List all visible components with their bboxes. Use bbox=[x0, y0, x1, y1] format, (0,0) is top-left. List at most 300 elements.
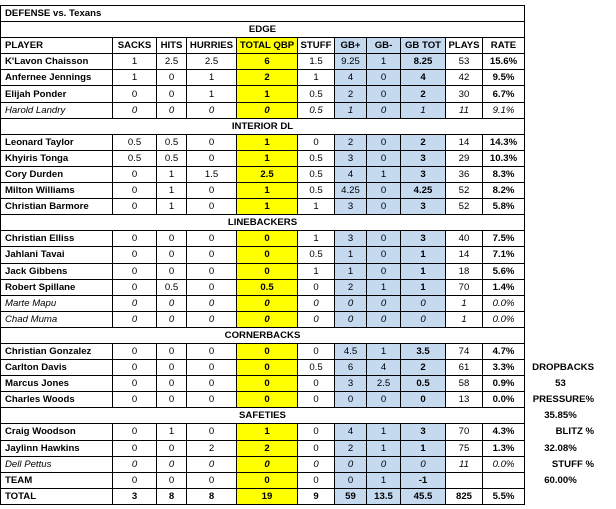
section-header-row bbox=[1, 408, 597, 424]
stat-hurries: 0 bbox=[187, 424, 237, 440]
stat-gb-tot: 3.5 bbox=[401, 343, 446, 359]
side-stat-label: DROPBACKS bbox=[532, 362, 594, 374]
player-name: Christian Barmore bbox=[1, 199, 113, 215]
stat-plays: 70 bbox=[446, 424, 483, 440]
stat-sacks: 0 bbox=[113, 102, 157, 118]
player-row bbox=[1, 166, 597, 182]
stat-stuff: 0.5 bbox=[298, 150, 335, 166]
stat-gb: 0 bbox=[335, 311, 367, 327]
stat-gb-tot: 2 bbox=[401, 360, 446, 376]
stat-plays: 1 bbox=[446, 295, 483, 311]
stat-gb: 1 bbox=[367, 472, 401, 488]
stat-gb-tot: 3 bbox=[401, 424, 446, 440]
player-row bbox=[1, 199, 597, 215]
stat-plays: 52 bbox=[446, 199, 483, 215]
stat-hits: 0 bbox=[157, 456, 187, 472]
stat-hits: 0 bbox=[157, 86, 187, 102]
total-row bbox=[1, 488, 597, 504]
stat-gb: 0 bbox=[367, 263, 401, 279]
stat-gb: 0 bbox=[367, 150, 401, 166]
column-header-rate: RATE bbox=[483, 38, 525, 54]
stat-stuff: 0 bbox=[298, 279, 335, 295]
stat-total-qbp: 1 bbox=[237, 424, 298, 440]
stat-hurries: 2 bbox=[187, 440, 237, 456]
player-name: Marte Mapu bbox=[1, 295, 113, 311]
stat-hits: 1 bbox=[157, 183, 187, 199]
total-sacks: 3 bbox=[113, 488, 157, 504]
stat-gb: 0 bbox=[367, 183, 401, 199]
stat-sacks: 1 bbox=[113, 54, 157, 70]
stat-gb-tot: 3 bbox=[401, 166, 446, 182]
player-name: Christian Gonzalez bbox=[1, 343, 113, 359]
column-header-sacks: SACKS bbox=[113, 38, 157, 54]
stat-hits: 0 bbox=[157, 263, 187, 279]
side-empty bbox=[525, 295, 597, 311]
stat-gb: 1 bbox=[367, 424, 401, 440]
stat-hits: 0 bbox=[157, 440, 187, 456]
stat-gb: 1 bbox=[367, 279, 401, 295]
stat-plays: 1 bbox=[446, 311, 483, 327]
stat-rate: 7.1% bbox=[483, 247, 525, 263]
stat-hits: 0 bbox=[157, 102, 187, 118]
stat-total-qbp: 0.5 bbox=[237, 279, 298, 295]
stat-hurries: 0 bbox=[187, 247, 237, 263]
stat-hurries: 1.5 bbox=[187, 166, 237, 182]
stat-gb-tot: 2 bbox=[401, 134, 446, 150]
total-gb-tot: 45.5 bbox=[401, 488, 446, 504]
total-gb: 59 bbox=[335, 488, 367, 504]
stat-gb-tot: -1 bbox=[401, 472, 446, 488]
player-name: TEAM bbox=[1, 472, 113, 488]
stat-gb-tot: 3 bbox=[401, 150, 446, 166]
stat-rate: 5.8% bbox=[483, 199, 525, 215]
stat-hits: 0.5 bbox=[157, 150, 187, 166]
side-empty bbox=[525, 279, 597, 295]
side-empty bbox=[525, 343, 597, 359]
stat-rate: 10.3% bbox=[483, 150, 525, 166]
side-empty bbox=[525, 263, 597, 279]
stat-rate: 7.5% bbox=[483, 231, 525, 247]
section-title: SAFETIES bbox=[1, 408, 525, 424]
stat-stuff: 0.5 bbox=[298, 360, 335, 376]
stat-hurries: 0 bbox=[187, 311, 237, 327]
stat-gb: 1 bbox=[335, 102, 367, 118]
side-empty bbox=[525, 247, 597, 263]
stat-gb-tot: 0 bbox=[401, 311, 446, 327]
side-empty bbox=[525, 231, 597, 247]
player-row bbox=[1, 424, 597, 440]
stat-gb-tot: 3 bbox=[401, 199, 446, 215]
side-empty bbox=[525, 311, 597, 327]
stat-gb: 6 bbox=[335, 360, 367, 376]
side-empty bbox=[525, 70, 597, 86]
player-name: Harold Landry bbox=[1, 102, 113, 118]
side-stat-value: 60.00% bbox=[544, 474, 577, 486]
stat-gb: 4 bbox=[335, 166, 367, 182]
stat-sacks: 0 bbox=[113, 279, 157, 295]
stat-sacks: 0.5 bbox=[113, 150, 157, 166]
side-empty bbox=[525, 215, 597, 231]
stat-gb-tot: 8.25 bbox=[401, 54, 446, 70]
stat-gb: 0 bbox=[335, 456, 367, 472]
stat-sacks: 1 bbox=[113, 70, 157, 86]
stat-plays bbox=[446, 472, 483, 488]
stat-stuff: 0 bbox=[298, 134, 335, 150]
side-empty bbox=[525, 327, 597, 343]
section-title: CORNERBACKS bbox=[1, 327, 525, 343]
player-name: Charles Woods bbox=[1, 392, 113, 408]
stat-sacks: 0.5 bbox=[113, 134, 157, 150]
stat-plays: 61 bbox=[446, 360, 483, 376]
player-row bbox=[1, 54, 597, 70]
stat-plays: 14 bbox=[446, 134, 483, 150]
total-label: TOTAL bbox=[1, 488, 113, 504]
stat-plays: 70 bbox=[446, 279, 483, 295]
stat-hurries: 0 bbox=[187, 376, 237, 392]
stat-gb: 0 bbox=[367, 311, 401, 327]
stat-hurries: 0 bbox=[187, 183, 237, 199]
stat-gb: 1 bbox=[367, 440, 401, 456]
player-name: Elijah Ponder bbox=[1, 86, 113, 102]
stat-hurries: 1 bbox=[187, 70, 237, 86]
stat-gb-tot: 4 bbox=[401, 70, 446, 86]
stat-rate: 1.3% bbox=[483, 440, 525, 456]
stat-total-qbp: 1 bbox=[237, 199, 298, 215]
stat-sacks: 0 bbox=[113, 343, 157, 359]
stat-gb-tot: 0 bbox=[401, 295, 446, 311]
side-empty bbox=[525, 54, 597, 70]
section-header-row bbox=[1, 118, 597, 134]
stat-plays: 36 bbox=[446, 166, 483, 182]
stat-hurries: 0 bbox=[187, 263, 237, 279]
stat-gb: 0 bbox=[367, 456, 401, 472]
stat-gb: 0 bbox=[367, 231, 401, 247]
stat-hurries: 0 bbox=[187, 456, 237, 472]
stat-gb: 0 bbox=[335, 392, 367, 408]
stat-plays: 52 bbox=[446, 183, 483, 199]
side-empty bbox=[525, 102, 597, 118]
side-empty bbox=[525, 150, 597, 166]
stat-plays: 58 bbox=[446, 376, 483, 392]
stat-gb: 4 bbox=[335, 70, 367, 86]
stat-stuff: 0 bbox=[298, 456, 335, 472]
column-header-plays: PLAYS bbox=[446, 38, 483, 54]
section-header-row bbox=[1, 215, 597, 231]
stat-stuff: 1 bbox=[298, 231, 335, 247]
stat-hits: 2.5 bbox=[157, 54, 187, 70]
side-empty bbox=[525, 199, 597, 215]
stat-plays: 75 bbox=[446, 440, 483, 456]
column-header-gb-tot: GB TOT bbox=[401, 38, 446, 54]
stat-hits: 0 bbox=[157, 360, 187, 376]
stat-total-qbp: 0 bbox=[237, 392, 298, 408]
stat-sacks: 0 bbox=[113, 247, 157, 263]
stat-gb: 3 bbox=[335, 150, 367, 166]
player-name: Chad Muma bbox=[1, 311, 113, 327]
stat-total-qbp: 0 bbox=[237, 376, 298, 392]
player-name: Cory Durden bbox=[1, 166, 113, 182]
stat-hits: 0.5 bbox=[157, 134, 187, 150]
player-name: Khyiris Tonga bbox=[1, 150, 113, 166]
stat-gb: 1 bbox=[367, 343, 401, 359]
stat-rate: 0.0% bbox=[483, 392, 525, 408]
stat-stuff: 0 bbox=[298, 424, 335, 440]
player-name: Jahlani Tavai bbox=[1, 247, 113, 263]
stat-stuff: 1 bbox=[298, 199, 335, 215]
stat-gb: 4 bbox=[367, 360, 401, 376]
total-hurries: 8 bbox=[187, 488, 237, 504]
stat-gb: 1 bbox=[335, 247, 367, 263]
column-header-gb: GB+ bbox=[335, 38, 367, 54]
stat-hurries: 2.5 bbox=[187, 54, 237, 70]
stat-plays: 53 bbox=[446, 54, 483, 70]
stat-rate: 0.0% bbox=[483, 311, 525, 327]
stat-sacks: 0 bbox=[113, 166, 157, 182]
player-name: Jaylinn Hawkins bbox=[1, 440, 113, 456]
stat-sacks: 0 bbox=[113, 424, 157, 440]
side-empty bbox=[525, 86, 597, 102]
stat-hits: 0 bbox=[157, 70, 187, 86]
stat-total-qbp: 0 bbox=[237, 247, 298, 263]
player-name: Robert Spillane bbox=[1, 279, 113, 295]
stat-gb-tot: 1 bbox=[401, 263, 446, 279]
stat-gb: 0 bbox=[367, 70, 401, 86]
stat-stuff: 1.5 bbox=[298, 54, 335, 70]
stat-total-qbp: 6 bbox=[237, 54, 298, 70]
defense-stats-table bbox=[0, 5, 597, 505]
stat-hurries: 0 bbox=[187, 150, 237, 166]
side-empty bbox=[525, 118, 597, 134]
total-total-qbp: 19 bbox=[237, 488, 298, 504]
stat-gb: 2.5 bbox=[367, 376, 401, 392]
stat-hurries: 0 bbox=[187, 102, 237, 118]
stat-total-qbp: 1 bbox=[237, 183, 298, 199]
section-header-row bbox=[1, 327, 597, 343]
stat-sacks: 0 bbox=[113, 311, 157, 327]
stat-gb: 0 bbox=[367, 295, 401, 311]
stat-sacks: 0 bbox=[113, 295, 157, 311]
player-row bbox=[1, 102, 597, 118]
stat-gb: 0 bbox=[367, 392, 401, 408]
stat-hits: 0 bbox=[157, 231, 187, 247]
column-header-total-qbp: TOTAL QBP bbox=[237, 38, 298, 54]
stat-sacks: 0 bbox=[113, 376, 157, 392]
stat-stuff: 0 bbox=[298, 472, 335, 488]
stat-hits: 0 bbox=[157, 472, 187, 488]
stat-stuff: 0 bbox=[298, 311, 335, 327]
stat-hurries: 0 bbox=[187, 295, 237, 311]
stat-hurries: 0 bbox=[187, 472, 237, 488]
stat-stuff: 1 bbox=[298, 70, 335, 86]
stat-gb: 0 bbox=[367, 102, 401, 118]
stat-gb: 4.25 bbox=[335, 183, 367, 199]
stat-gb-tot: 4.25 bbox=[401, 183, 446, 199]
stat-plays: 11 bbox=[446, 102, 483, 118]
stat-rate: 8.2% bbox=[483, 183, 525, 199]
stat-hits: 0.5 bbox=[157, 279, 187, 295]
stat-sacks: 0 bbox=[113, 86, 157, 102]
player-row bbox=[1, 456, 597, 472]
stat-stuff: 0.5 bbox=[298, 247, 335, 263]
stat-stuff: 0.5 bbox=[298, 183, 335, 199]
side-stat-label: PRESSURE% bbox=[532, 394, 594, 406]
stat-rate: 6.7% bbox=[483, 86, 525, 102]
stat-total-qbp: 1 bbox=[237, 134, 298, 150]
stat-rate: 4.3% bbox=[483, 424, 525, 440]
stat-stuff: 0 bbox=[298, 392, 335, 408]
stat-hurries: 0 bbox=[187, 134, 237, 150]
stat-hurries: 0 bbox=[187, 279, 237, 295]
stat-total-qbp: 2 bbox=[237, 440, 298, 456]
stat-hits: 0 bbox=[157, 311, 187, 327]
section-title: LINEBACKERS bbox=[1, 215, 525, 231]
stat-total-qbp: 2 bbox=[237, 70, 298, 86]
stat-gb: 1 bbox=[335, 263, 367, 279]
stat-rate: 14.3% bbox=[483, 134, 525, 150]
stat-gb: 1 bbox=[367, 166, 401, 182]
stat-hits: 0 bbox=[157, 392, 187, 408]
stat-plays: 40 bbox=[446, 231, 483, 247]
stat-total-qbp: 0 bbox=[237, 231, 298, 247]
side-empty bbox=[525, 134, 597, 150]
side-empty bbox=[525, 38, 597, 54]
side-empty bbox=[525, 6, 597, 22]
stat-hurries: 0 bbox=[187, 199, 237, 215]
stat-hits: 1 bbox=[157, 424, 187, 440]
player-row bbox=[1, 343, 597, 359]
stat-rate: 5.6% bbox=[483, 263, 525, 279]
total-rate: 5.5% bbox=[483, 488, 525, 504]
stat-plays: 13 bbox=[446, 392, 483, 408]
stat-total-qbp: 0 bbox=[237, 295, 298, 311]
stat-gb: 0 bbox=[335, 472, 367, 488]
player-row bbox=[1, 392, 597, 408]
stat-sacks: 0 bbox=[113, 472, 157, 488]
stat-gb: 0 bbox=[367, 247, 401, 263]
player-name: Christian Elliss bbox=[1, 231, 113, 247]
stat-rate: 3.3% bbox=[483, 360, 525, 376]
stat-hurries: 0 bbox=[187, 343, 237, 359]
stat-sacks: 0 bbox=[113, 263, 157, 279]
player-row bbox=[1, 311, 597, 327]
stat-gb-tot: 2 bbox=[401, 86, 446, 102]
stat-gb: 3 bbox=[335, 231, 367, 247]
stat-rate: 9.5% bbox=[483, 70, 525, 86]
player-row bbox=[1, 263, 597, 279]
side-stat-value: 35.85% bbox=[544, 410, 577, 422]
stat-sacks: 0 bbox=[113, 360, 157, 376]
stat-stuff: 0 bbox=[298, 376, 335, 392]
stat-gb-tot: 0.5 bbox=[401, 376, 446, 392]
player-row bbox=[1, 183, 597, 199]
stat-rate: 0.9% bbox=[483, 376, 525, 392]
side-empty bbox=[525, 488, 597, 504]
player-row bbox=[1, 134, 597, 150]
stat-hits: 0 bbox=[157, 376, 187, 392]
column-header-gb: GB- bbox=[367, 38, 401, 54]
stat-total-qbp: 0 bbox=[237, 311, 298, 327]
stat-hurries: 0 bbox=[187, 231, 237, 247]
stat-gb: 2 bbox=[335, 134, 367, 150]
column-header-row bbox=[1, 38, 597, 54]
stat-gb: 3 bbox=[335, 199, 367, 215]
player-row bbox=[1, 360, 597, 376]
stat-stuff: 0.5 bbox=[298, 86, 335, 102]
column-header-stuff: STUFF bbox=[298, 38, 335, 54]
stat-stuff: 0.5 bbox=[298, 166, 335, 182]
stat-gb-tot: 3 bbox=[401, 231, 446, 247]
stat-sacks: 0 bbox=[113, 231, 157, 247]
stat-rate: 0.0% bbox=[483, 295, 525, 311]
player-row bbox=[1, 376, 597, 392]
player-name: Anfernee Jennings bbox=[1, 70, 113, 86]
stat-stuff: 0 bbox=[298, 440, 335, 456]
section-title: INTERIOR DL bbox=[1, 118, 525, 134]
player-name: Jack Gibbens bbox=[1, 263, 113, 279]
stat-gb: 2 bbox=[335, 86, 367, 102]
stat-hits: 0 bbox=[157, 295, 187, 311]
total-hits: 8 bbox=[157, 488, 187, 504]
stat-plays: 29 bbox=[446, 150, 483, 166]
stat-sacks: 0 bbox=[113, 199, 157, 215]
stat-total-qbp: 1 bbox=[237, 150, 298, 166]
stat-plays: 11 bbox=[446, 456, 483, 472]
stat-hurries: 0 bbox=[187, 392, 237, 408]
stat-total-qbp: 0 bbox=[237, 263, 298, 279]
player-name: Leonard Taylor bbox=[1, 134, 113, 150]
stat-total-qbp: 0 bbox=[237, 472, 298, 488]
stat-hits: 0 bbox=[157, 247, 187, 263]
stat-plays: 18 bbox=[446, 263, 483, 279]
player-name: K'Lavon Chaisson bbox=[1, 54, 113, 70]
stat-rate bbox=[483, 472, 525, 488]
stat-rate: 1.4% bbox=[483, 279, 525, 295]
stat-plays: 42 bbox=[446, 70, 483, 86]
player-row bbox=[1, 295, 597, 311]
player-row bbox=[1, 231, 597, 247]
stat-gb: 0 bbox=[335, 295, 367, 311]
stat-hits: 1 bbox=[157, 199, 187, 215]
stat-rate: 4.7% bbox=[483, 343, 525, 359]
stat-gb-tot: 1 bbox=[401, 247, 446, 263]
side-stat-value: 53 bbox=[555, 378, 566, 390]
stat-gb: 4 bbox=[335, 424, 367, 440]
side-stat-label: BLITZ % bbox=[555, 426, 594, 438]
stat-total-qbp: 0 bbox=[237, 102, 298, 118]
stat-gb: 2 bbox=[335, 440, 367, 456]
stat-hits: 1 bbox=[157, 166, 187, 182]
column-header-hits: HITS bbox=[157, 38, 187, 54]
column-header-hurries: HURRIES bbox=[187, 38, 237, 54]
stat-gb: 3 bbox=[335, 376, 367, 392]
player-name: Dell Pettus bbox=[1, 456, 113, 472]
player-name: Milton Williams bbox=[1, 183, 113, 199]
player-name: Marcus Jones bbox=[1, 376, 113, 392]
stat-gb: 9.25 bbox=[335, 54, 367, 70]
stat-gb: 0 bbox=[367, 199, 401, 215]
section-title: EDGE bbox=[1, 22, 525, 38]
player-row bbox=[1, 150, 597, 166]
stat-sacks: 0 bbox=[113, 392, 157, 408]
column-header-player: PLAYER bbox=[1, 38, 113, 54]
stat-hits: 0 bbox=[157, 343, 187, 359]
total-gb: 13.5 bbox=[367, 488, 401, 504]
total-stuff: 9 bbox=[298, 488, 335, 504]
stat-plays: 14 bbox=[446, 247, 483, 263]
player-row bbox=[1, 472, 597, 488]
stat-gb: 0 bbox=[367, 134, 401, 150]
section-header-row bbox=[1, 22, 597, 38]
